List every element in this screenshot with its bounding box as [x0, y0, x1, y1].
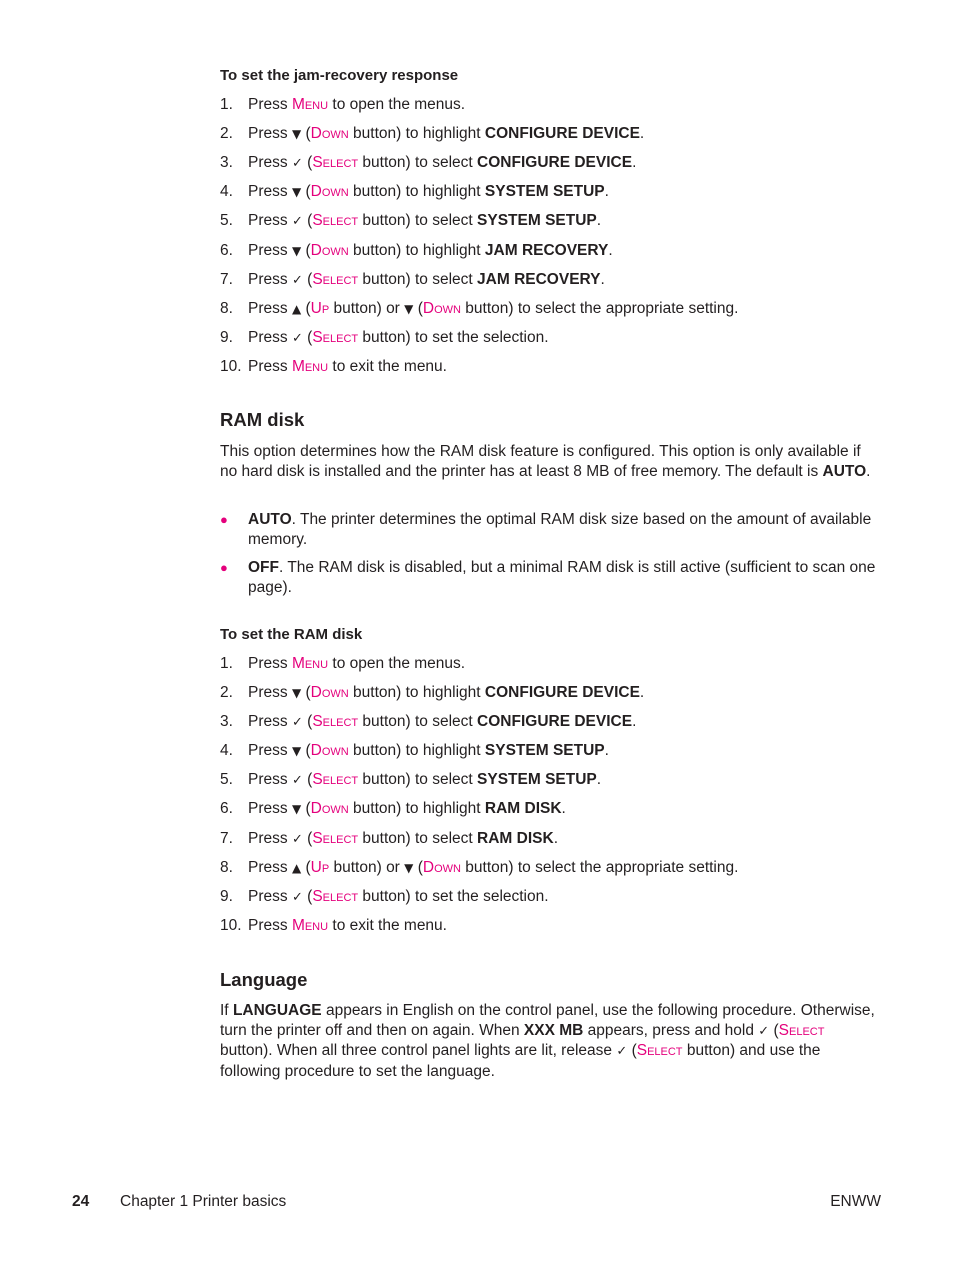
down-arrow-icon: ▼ — [291, 244, 302, 258]
ram-step-8: 8. Press ▲ (Up button) or ▼ (Down button) to select the appropriate setting. — [220, 859, 739, 876]
jam-step-10: 10. Press Menu to exit the menu. — [220, 358, 447, 375]
down-arrow-icon: ▼ — [291, 686, 302, 700]
jam-step-1: 1. Press Menu to open the menus. — [220, 96, 466, 113]
check-icon: ✓ — [291, 715, 303, 730]
check-icon: ✓ — [291, 832, 303, 847]
down-arrow-icon: ▼ — [291, 802, 302, 816]
menu-key: Menu — [291, 358, 329, 375]
jam-step-5: 5. Press ✓ (Select button) to select SYSTEM SETUP. — [220, 212, 602, 229]
check-icon: ✓ — [291, 331, 303, 346]
check-icon: ✓ — [758, 1023, 770, 1039]
ram-step-6: 6. Press ▼ (Down button) to highlight RAM DISK. — [220, 800, 566, 817]
ram-subheading: To set the RAM disk — [220, 626, 363, 643]
down-arrow-icon: ▼ — [404, 302, 414, 316]
language-paragraph: If LANGUAGE appears in English on the control panel, use the following procedure. Otherwise, turn the printer off and then on again. When XXX MB appears, press and hold ✓ (Select button). When all three control panel lights are lit, release ✓ (Select button) and use the following procedure to set the language. — [220, 1002, 875, 1080]
ram-step-4: 4. Press ▼ (Down button) to highlight SYSTEM SETUP. — [220, 742, 609, 759]
jam-step-3: 3. Press ✓ (Select button) to select CONFIGURE DEVICE. — [220, 154, 637, 171]
check-icon: ✓ — [616, 1044, 628, 1059]
page-number: 24 — [72, 1193, 90, 1210]
ram-step-3: 3. Press ✓ (Select button) to select CONFIGURE DEVICE. — [220, 713, 637, 730]
ram-bullet-auto: ● AUTO. The printer determines the optimal RAM disk size based on the amount of available memory. — [220, 511, 872, 548]
check-icon: ✓ — [291, 273, 303, 288]
ram-step-10: 10. Press Menu to exit the menu. — [220, 917, 447, 934]
menu-key: Menu — [291, 917, 329, 934]
ram-step-1: 1. Press Menu to open the menus. — [220, 655, 466, 672]
jam-subheading: To set the jam-recovery response — [220, 67, 459, 84]
ram-step-9: 9. Press ✓ (Select button) to set the selection. — [220, 888, 549, 905]
jam-step-7: 7. Press ✓ (Select button) to select JAM RECOVERY. — [220, 271, 605, 288]
check-icon: ✓ — [291, 890, 303, 905]
ram-disk-intro: This option determines how the RAM disk feature is configured. This option is only available if no hard disk is installed and the printer has at least 8 MB of free memory. The default is AUTO. — [220, 443, 871, 480]
menu-key: Menu — [291, 96, 329, 113]
down-arrow-icon: ▼ — [291, 744, 302, 758]
jam-step-4: 4. Press ▼ (Down button) to highlight SYSTEM SETUP. — [220, 183, 609, 200]
jam-step-6: 6. Press ▼ (Down button) to highlight JAM RECOVERY. — [220, 242, 613, 259]
jam-step-9: 9. Press ✓ (Select button) to set the selection. — [220, 329, 549, 346]
ram-step-2: 2. Press ▼ (Down button) to highlight CONFIGURE DEVICE. — [220, 684, 645, 701]
bullet-dot-icon: ● — [220, 512, 228, 527]
up-arrow-icon: ▲ — [291, 302, 302, 316]
check-icon: ✓ — [291, 156, 303, 171]
down-arrow-icon: ▼ — [404, 861, 414, 875]
bullet-dot-icon: ● — [220, 560, 228, 575]
jam-step-2: 2. Press ▼ (Down button) to highlight CONFIGURE DEVICE. — [220, 125, 645, 142]
ram-disk-heading: RAM disk — [220, 409, 305, 430]
menu-key: Menu — [291, 655, 329, 672]
ram-step-7: 7. Press ✓ (Select button) to select RAM DISK. — [220, 830, 558, 847]
down-arrow-icon: ▼ — [291, 185, 302, 199]
up-arrow-icon: ▲ — [291, 861, 302, 875]
chapter-title: Chapter 1 Printer basics — [120, 1193, 287, 1210]
jam-step-8: 8. Press ▲ (Up button) or ▼ (Down button) to select the appropriate setting. — [220, 300, 739, 317]
footer-code: ENWW — [830, 1193, 881, 1210]
ram-step-5: 5. Press ✓ (Select button) to select SYSTEM SETUP. — [220, 771, 602, 788]
down-arrow-icon: ▼ — [291, 127, 302, 141]
check-icon: ✓ — [291, 214, 303, 229]
check-icon: ✓ — [291, 773, 303, 788]
ram-bullet-off: ● OFF. The RAM disk is disabled, but a minimal RAM disk is still active (sufficient to scan one page). — [220, 559, 876, 596]
language-heading: Language — [220, 969, 308, 990]
